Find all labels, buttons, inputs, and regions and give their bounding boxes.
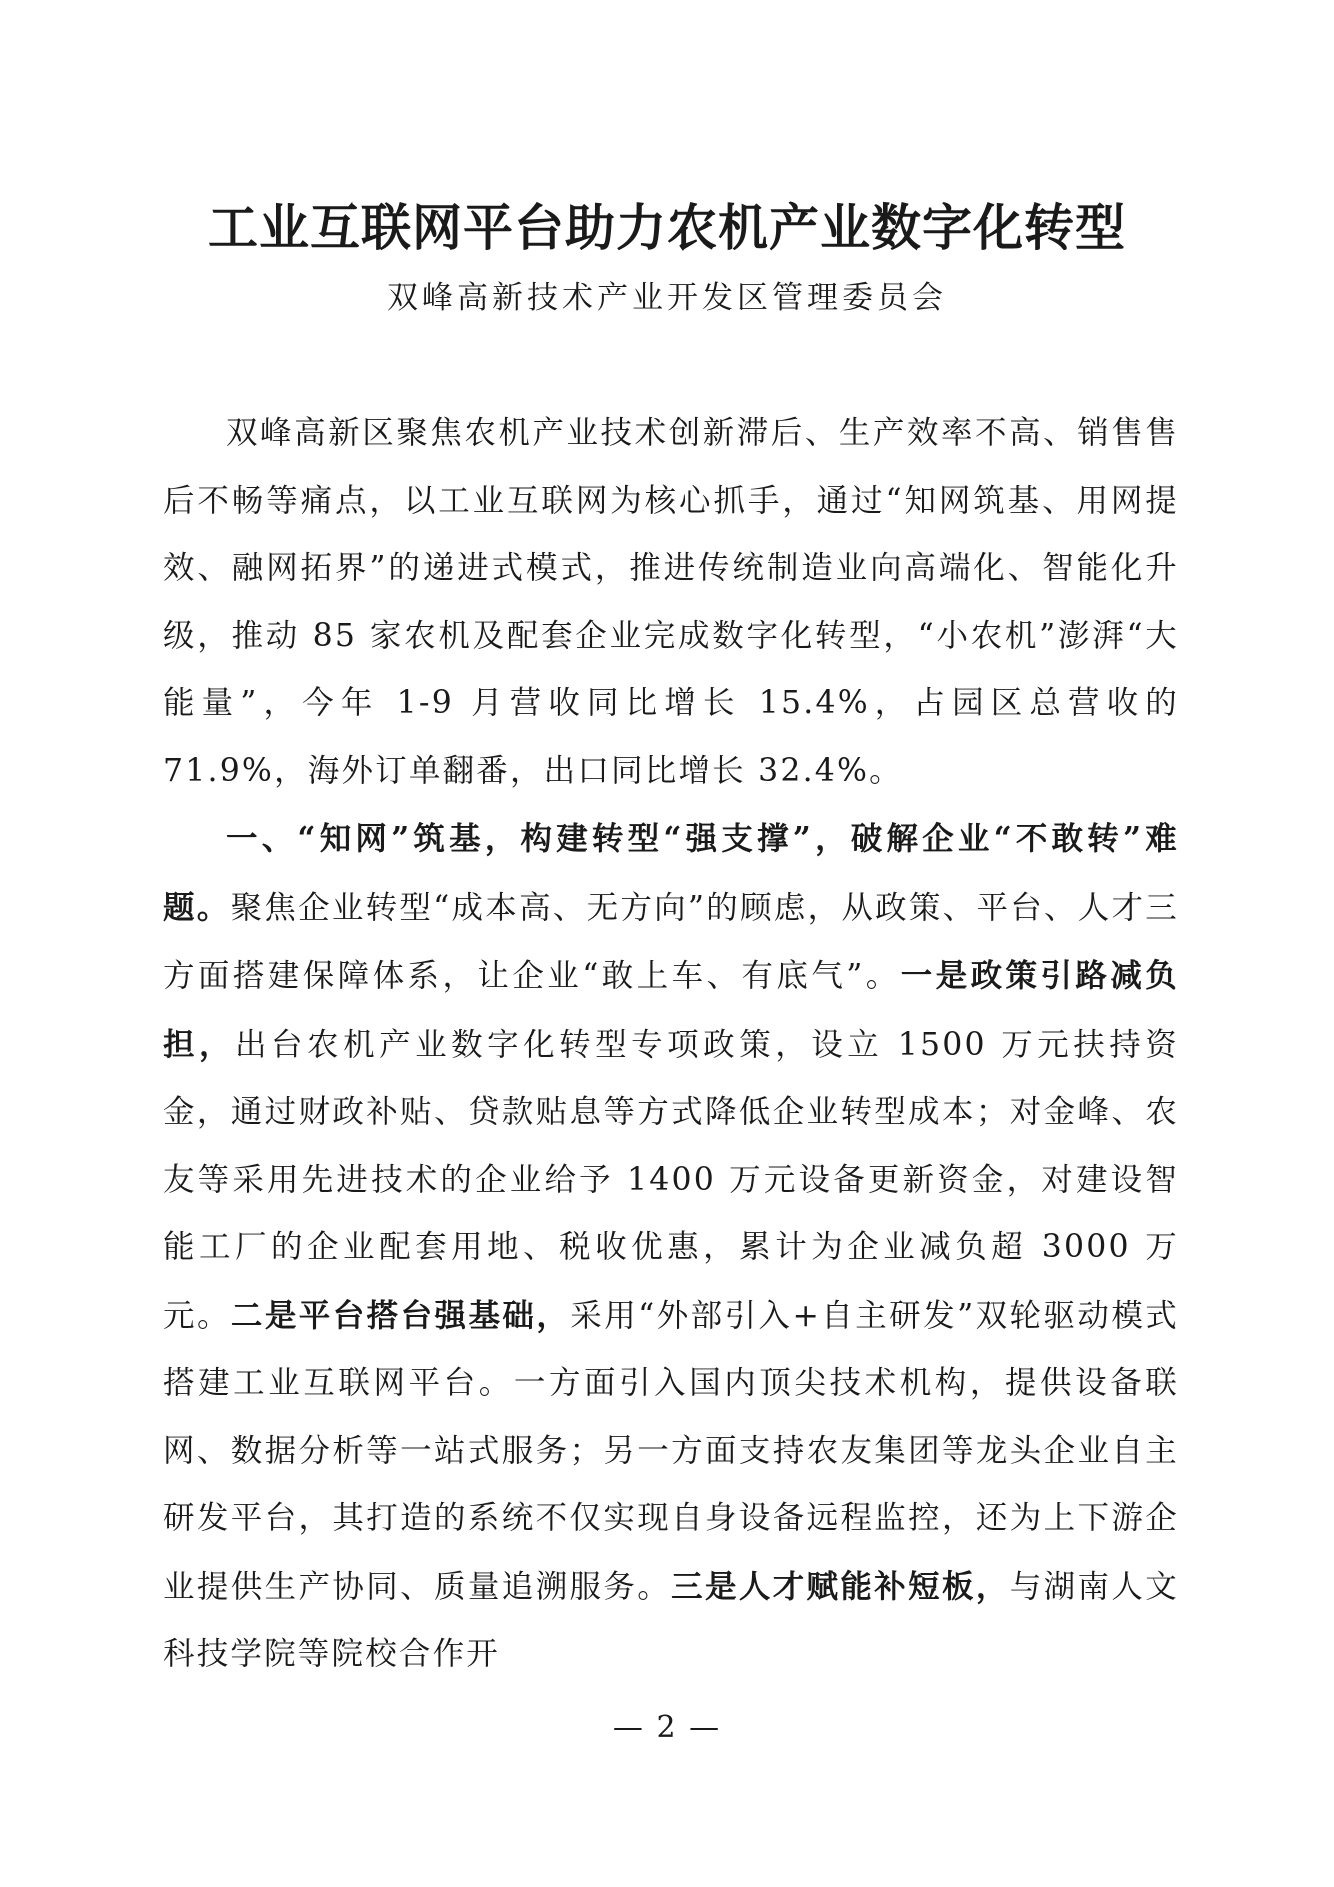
- point-1-label: 一是政策引路减负担，: [163, 957, 1179, 1063]
- section-heading: 一、“知网”筑基，构建转型“强支撑”，破解企业“不敢转”难题。: [163, 820, 1179, 926]
- document-author: 双峰高新技术产业开发区管理委员会: [387, 280, 947, 316]
- section-intro: 聚焦企业转型“成本高、无方向”的顾虑，从政策、平台、人才三方面搭建保障体系，让企业“敢上车、有底气”。: [163, 889, 1179, 994]
- document-body: [163, 400, 1179, 1689]
- point-2-label: 二是平台搭台强基础，: [230, 1296, 571, 1334]
- point-3-label: 三是人才赋能补短板，: [671, 1567, 1010, 1605]
- paragraph-section-1: [163, 805, 1179, 1689]
- document-title: 工业互联网平台助力农机产业数字化转型: [208, 198, 1126, 257]
- paragraph-intro: 双峰高新区聚焦农机产业技术创新滞后、生产效率不高、销售售后不畅等痛点，以工业互联网为核心抓手，通过“知网筑基、用网提效、融网拓界”的递进式模式，推进传统制造业向高端化、智能化升级，推动 85 家农机及配套企业完成数字化转型，“小农机”澎湃“大能量”，今年 1-9 月营收同比增长 15.4%，占园区总营收的 71.9%，海外订单翻番，出口同比增长 32.4%。: [163, 415, 1179, 789]
- page-number: — 2 —: [612, 1710, 722, 1745]
- point-3-text: 与湖南人文科技学院等院校合作开: [163, 1568, 1179, 1672]
- point-1-text: 出台农机产业数字化转型专项政策，设立 1500 万元扶持资金，通过财政补贴、贷款贴息等方式降低企业转型成本；对金峰、农友等采用先进技术的企业给予 1400 万元设备更新资金，对建设智能工厂的企业配套用地、税收优惠，累计为企业减负超 3000 万元。: [163, 1026, 1179, 1334]
- point-2-text: 采用“外部引入+自主研发”双轮驱动模式搭建工业互联网平台。一方面引入国内顶尖技术机构，提供设备联网、数据分析等一站式服务；另一方面支持农友集团等龙头企业自主研发平台，其打造的系统不仅实现自身设备远程监控，还为上下游企业提供生产协同、质量追溯服务。: [163, 1297, 1180, 1605]
